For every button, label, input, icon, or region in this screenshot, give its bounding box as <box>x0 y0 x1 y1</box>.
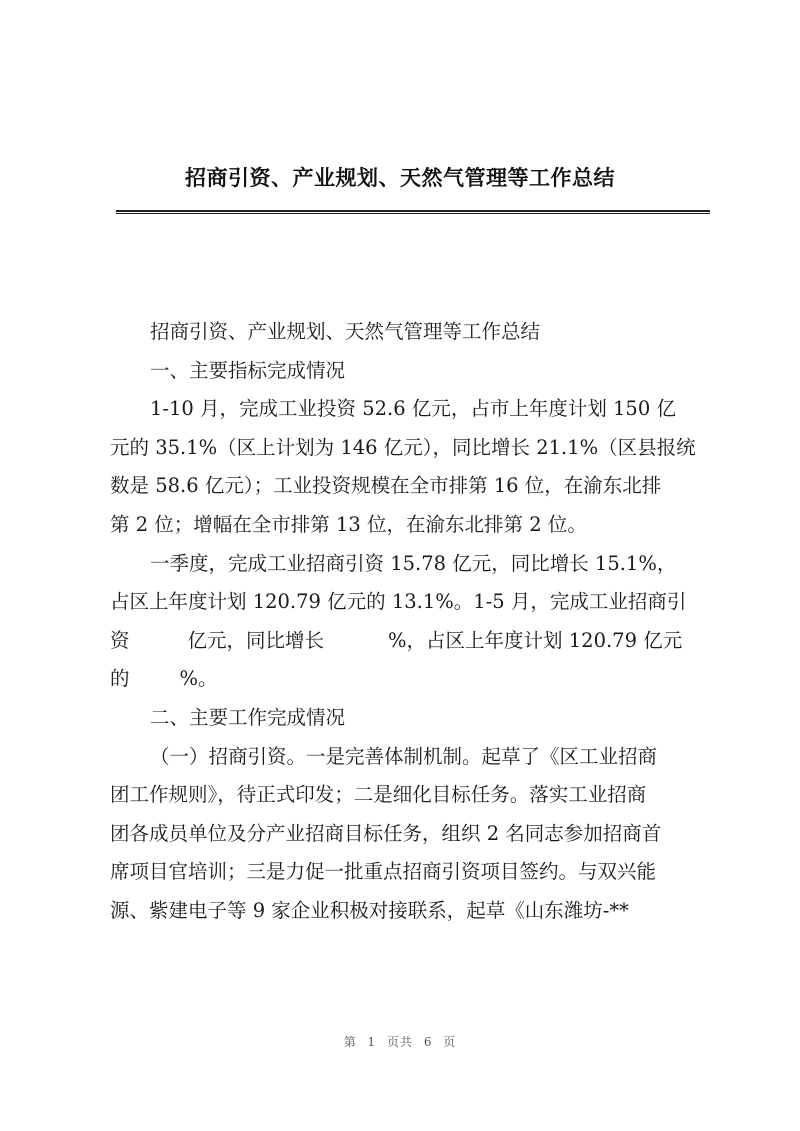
paragraph-line-with-blanks <box>110 622 712 661</box>
document-body <box>110 313 712 931</box>
text-fragment: 亿元，同比增长 <box>187 628 325 652</box>
section-heading-1: 一、主要指标完成情况 <box>150 358 346 382</box>
title-underline <box>116 210 710 214</box>
text-fragment: 资 <box>110 628 130 652</box>
paragraph-line: 团工作规则》，待正式印发；二是细化目标任务。落实工业招商 <box>110 783 647 807</box>
section-heading-2: 二、主要工作完成情况 <box>150 705 346 729</box>
paragraph-line: 席项目官培训；三是力促一批重点招商引资项目签约。与双兴能 <box>110 860 657 884</box>
paragraph-line: 第 2 位；增幅在全市排第 13 位，在渝东北排第 2 位。 <box>110 512 587 536</box>
text-fragment: %，占区上年度计划 120.79 亿元 <box>388 628 683 652</box>
paragraph-line: （一）招商引资。一是完善体制机制。起草了《区工业招商 <box>150 744 658 768</box>
text-fragment: %。 <box>179 667 218 691</box>
paragraph-line: 数是 58.6 亿元）；工业投资规模在全市排第 16 位，在渝东北排 <box>110 474 662 498</box>
paragraph-line: 团各成员单位及分产业招商目标任务，组织 2 名同志参加招商首 <box>110 821 662 845</box>
body-heading: 招商引资、产业规划、天然气管理等工作总结 <box>150 320 541 343</box>
paragraph-line-with-blanks <box>110 660 712 699</box>
paragraph-line: 1-10 月，完成工业投资 52.6 亿元，占市上年度计划 150 亿 <box>150 397 676 421</box>
page-title: 招商引资、产业规划、天然气管理等工作总结 <box>185 166 615 190</box>
paragraph-line: 源、紫建电子等 9 家企业积极对接联系，起草《山东潍坊-** <box>110 898 629 922</box>
text-fragment: 的 <box>110 667 130 691</box>
page-number-footer: 第 1 页共 6 页 <box>343 1035 457 1049</box>
paragraph-line: 占区上年度计划 120.79 亿元的 13.1%。1-5 月，完成工业招商引 <box>110 590 687 614</box>
paragraph-line: 一季度，完成工业招商引资 15.78 亿元，同比增长 15.1%， <box>150 551 677 575</box>
paragraph-line: 元的 35.1%（区上计划为 146 亿元），同比增长 21.1%（区县报统 <box>110 435 696 459</box>
